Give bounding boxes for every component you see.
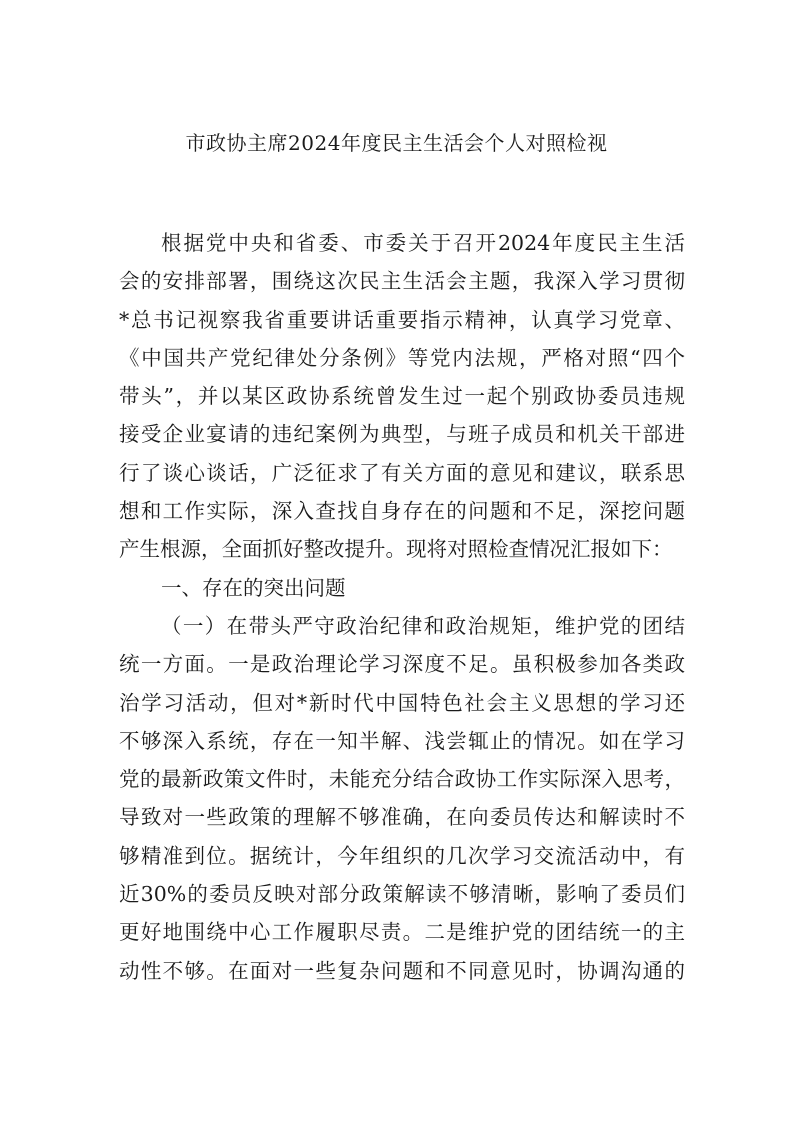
paragraph-line: （一）在带头严守政治纪律和政治规矩，维护党的团结 bbox=[161, 613, 685, 638]
paragraph-line: 不够深入系统，存在一知半解、浅尝辄止的情况。如在学习 bbox=[119, 728, 685, 753]
document-body bbox=[119, 224, 685, 990]
paragraph-line: 会的安排部署，围绕这次民主生活会主题，我深入学习贯彻 bbox=[119, 269, 685, 294]
page-title: 市政协主席2024年度民主生活会个人对照检视 bbox=[185, 131, 608, 155]
paragraph-line: 近30%的委员反映对部分政策解读不够清晰，影响了委员们 bbox=[119, 882, 685, 907]
section-heading: 一、存在的突出问题 bbox=[161, 575, 346, 600]
paragraph-line: 更好地围绕中心工作履职尽责。二是维护党的团结统一的主 bbox=[119, 920, 685, 945]
paragraph-line: 治学习活动，但对*新时代中国特色社会主义思想的学习还 bbox=[119, 690, 685, 715]
paragraph-line: 根据党中央和省委、市委关于召开2024年度民主生活 bbox=[161, 231, 685, 255]
paragraph-line: 导致对一些政策的理解不够准确，在向委员传达和解读时不 bbox=[119, 805, 685, 830]
paragraph-line: 带头”，并以某区政协系统曾发生过一起个别政协委员违规 bbox=[119, 384, 685, 409]
paragraph-line: 够精准到位。据统计，今年组织的几次学习交流活动中，有 bbox=[119, 843, 685, 868]
paragraph-line: 产生根源，全面抓好整改提升。现将对照检查情况汇报如下： bbox=[119, 537, 673, 562]
paragraph-line: 接受企业宴请的违纪案例为典型，与班子成员和机关干部进 bbox=[119, 422, 685, 447]
paragraph-line: 行了谈心谈话，广泛征求了有关方面的意见和建议，联系思 bbox=[119, 460, 685, 485]
paragraph-line: 党的最新政策文件时，未能充分结合政协工作实际深入思考， bbox=[119, 767, 685, 792]
paragraph-line: 想和工作实际，深入查找自身存在的问题和不足，深挖问题 bbox=[119, 499, 685, 524]
paragraph-line: 《中国共产党纪律处分条例》等党内法规，严格对照“四个 bbox=[119, 345, 685, 370]
paragraph-line: 动性不够。在面对一些复杂问题和不同意见时，协调沟通的 bbox=[119, 958, 685, 983]
paragraph-line: *总书记视察我省重要讲话重要指示精神，认真学习党章、 bbox=[119, 307, 685, 332]
paragraph-line: 统一方面。一是政治理论学习深度不足。虽积极参加各类政 bbox=[119, 652, 685, 677]
